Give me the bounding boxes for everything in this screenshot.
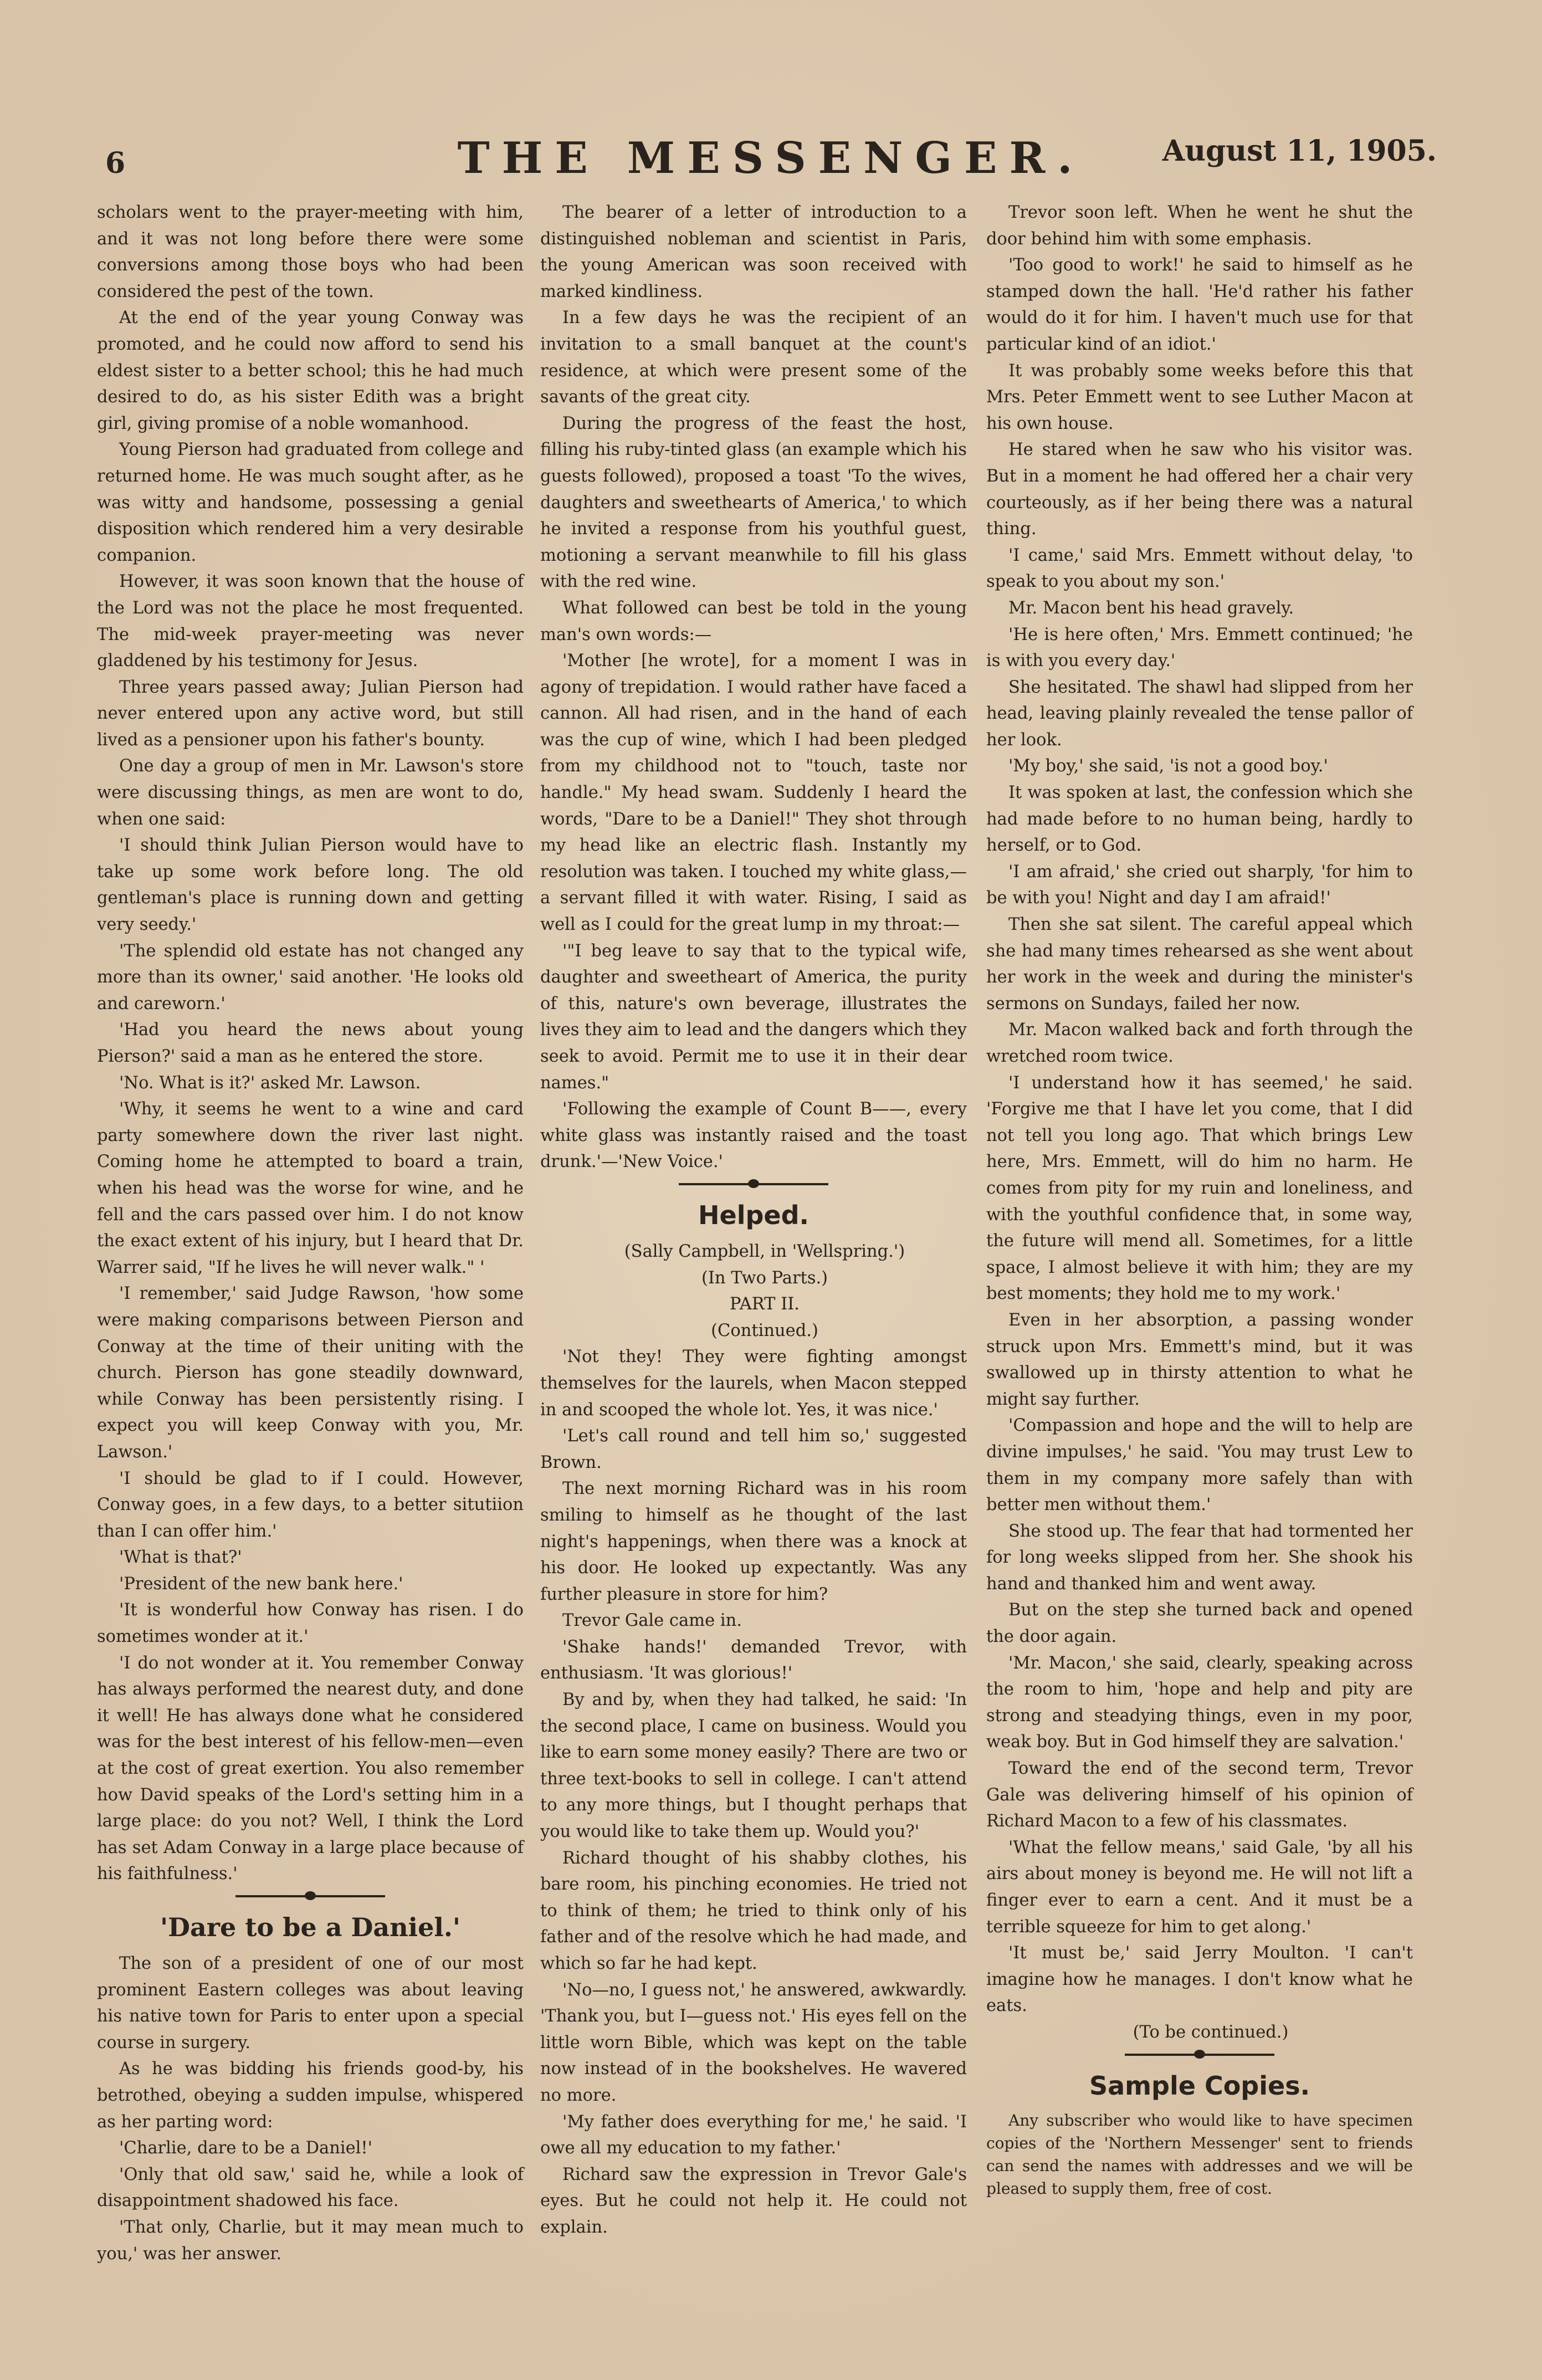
paragraph: 'Shake hands!' demanded Trevor, with enthusiasm. 'It was glorious!' xyxy=(540,1637,967,1683)
paragraph: It was spoken at last, the confession which she had made before to no human being, hardly to herself, or to God. xyxy=(986,783,1413,856)
paragraph: In a few days he was the recipient of an invitation to a small banquet at the count's residence, at which were present some of the savants of the great city. xyxy=(540,308,967,407)
paragraph: 'I remember,' said Judge Rawson, 'how some were making comparisons between Pierson and Conway at the time of their uniting with the church. Pierson has gone steadily downward, while Conway has been persistently rising. I expect you will keep Conway with you, Mr. Lawson.' xyxy=(97,1284,524,1462)
daniel-story-continued xyxy=(540,199,967,1175)
section-divider xyxy=(986,2046,1413,2062)
paragraph: 'The splendid old estate has not changed any more than its owner,' said another. 'He looks old and careworn.' xyxy=(97,941,524,1014)
paragraph: By and by, when they had talked, he said: 'In the second place, I came on business. Would you like to earn some money easily? There are two or three text-books to sell in college. I can't attend to any more things, but I thought perhaps that you would like to take them up. Would you?' xyxy=(540,1690,967,1842)
paragraph: The next morning Richard was in his room smiling to himself as he thought of the last night's happenings, when there was a knock at his door. He looked up expectantly. Was any further pleasure in store for him? xyxy=(540,1479,967,1604)
paragraph: 'Following the example of Count B——, every white glass was instantly raised and the toast drunk.'—'New Voice.' xyxy=(540,1099,967,1172)
paragraph: She stood up. The fear that had tormented her for long weeks slipped from her. She shook his hand and thanked him and went away. xyxy=(986,1521,1413,1594)
helped-story-continued xyxy=(986,199,1413,2019)
paragraph: 'President of the new bank here.' xyxy=(119,1574,403,1594)
paragraph: But on the step she turned back and opened the door again. xyxy=(986,1600,1413,1647)
paragraph: As he was bidding his friends good-by, his betrothed, obeying a sudden impulse, whispered as her parting word: xyxy=(97,2059,524,2132)
sample-copies-heading: Sample Copies. xyxy=(1089,2070,1310,2101)
paragraph: However, it was soon known that the house of the Lord was not the place he most frequented. The mid-week prayer-meeting was never gladdened by his testimony for Jesus. xyxy=(97,572,524,671)
issue-date: August 11, 1905. xyxy=(1162,134,1437,168)
paragraph: scholars went to the prayer-meeting with him, and it was not long before there were some conversions among those boys who had been considered the pest of the town. xyxy=(97,203,524,301)
paragraph: 'What is that?' xyxy=(119,1548,242,1568)
column-2 xyxy=(540,199,967,2241)
newspaper-title: THE MESSENGER. xyxy=(457,133,1085,183)
paragraph: 'What the fellow means,' said Gale, 'by all his airs about money is beyond me. He will not lift a finger ever to earn a cent. And it must be a terrible squeeze for him to get along.' xyxy=(986,1838,1413,1937)
helped-story xyxy=(540,1344,967,2240)
paragraph: The bearer of a letter of introduction to a distinguished nobleman and scientist in Paris, the young American was soon received with marked kindliness. xyxy=(540,203,967,301)
paragraph: Trevor Gale came in. xyxy=(562,1611,742,1631)
paragraph: 'It must be,' said Jerry Moulton. 'I can't imagine how he manages. I don't know what he eats. xyxy=(986,1943,1413,2016)
paragraph: During the progress of the feast the host, filling his ruby-tinted glass (an example which his guests followed), proposed a toast 'To the wives, daughters and sweethearts of America,' to which he invited a response from his youthful guest, motioning a servant meanwhile to fill his glass with the red wine. xyxy=(540,413,967,592)
paragraph: 'It is wonderful how Conway has risen. I do sometimes wonder at it.' xyxy=(97,1600,524,1647)
paragraph: 'My father does everything for me,' he said. 'I owe all my education to my father.' xyxy=(540,2112,967,2158)
paragraph: Richard thought of his shabby clothes, his bare room, his pinching economies. He tried not to think of them; he tried to think only of his father and of the resolve which he had made, and which so far he had kept. xyxy=(540,1848,967,1973)
paragraph: Toward the end of the second term, Trevor Gale was delivering himself of his opinion of Richard Macon to a few of his classmates. xyxy=(986,1759,1413,1831)
paragraph: 'I do not wonder at it. You remember Conway has always performed the nearest duty, and done it well! He has always done what he considered was for the best interest of his fellow-men—even at the cost of great exertion. You also remember how David speaks of the Lord's setting him in a large place: do you not? Well, I think the Lord has set Adam Conway in a large place because of his faithfulness.' xyxy=(97,1653,524,1884)
paragraph: 'Let's call round and tell him so,' suggested Brown. xyxy=(540,1426,967,1472)
helped-heading: Helped. xyxy=(698,1200,809,1230)
helped-part-label: PART II. xyxy=(729,1294,800,1314)
paragraph: 'That only, Charlie, but it may mean much to you,' was her answer. xyxy=(97,2217,524,2264)
paragraph: It was probably some weeks before this that Mrs. Peter Emmett went to see Luther Macon at his own house. xyxy=(986,361,1413,433)
column-3 xyxy=(986,199,1413,2200)
paragraph: 'I came,' said Mrs. Emmett without delay, 'to speak to you about my son.' xyxy=(986,545,1413,592)
daniel-story xyxy=(97,1951,524,2267)
paragraph: 'No. What is it?' asked Mr. Lawson. xyxy=(119,1073,421,1093)
sample-copies-notice: Any subscriber who would like to have specimen copies of the 'Northern Messenger' sent to friends can send the names with addresses and we will be pleased to supply them, free of cost. xyxy=(986,2111,1413,2198)
paragraph: 'Only that old saw,' said he, while a look of disappointment shadowed his face. xyxy=(97,2164,524,2211)
paragraph: '"I beg leave to say that to the typical wife, daughter and sweetheart of America, the purity of this, nature's own beverage, illustrates the lives they aim to lead and the dangers which they seek to avoid. Permit me to use it in their dear names." xyxy=(540,941,967,1093)
paragraph: Then she sat silent. The careful appeal which she had many times rehearsed as she went about her work in the week and during the minister's sermons on Sundays, failed her now. xyxy=(986,915,1413,1014)
paragraph: 'Not they! They were fighting amongst themselves for the laurels, when Macon stepped in and scooped the whole lot. Yes, it was nice.' xyxy=(540,1347,967,1420)
helped-continued-label: (Continued.) xyxy=(711,1320,818,1340)
paragraph: The son of a president of one of our most prominent Eastern colleges was about leaving his native town for Paris to enter upon a special course in surgery. xyxy=(97,1954,524,2053)
paragraph: 'I am afraid,' she cried out sharply, 'for him to be with you! Night and day I am afraid!' xyxy=(986,862,1413,908)
section-divider xyxy=(97,1887,524,1904)
paragraph: 'Had you heard the news about young Pierson?' said a man as he entered the store. xyxy=(97,1020,524,1066)
paragraph: Trevor soon left. When he went he shut the door behind him with some emphasis. xyxy=(986,203,1413,249)
paragraph: Mr. Macon walked back and forth through the wretched room twice. xyxy=(986,1020,1413,1066)
column-1-story xyxy=(97,199,524,1887)
paragraph: Mr. Macon bent his head gravely. xyxy=(1008,598,1294,618)
paragraph: 'I should think Julian Pierson would have to take up some work before long. The old gentleman's place is running down and getting very seedy.' xyxy=(97,836,524,935)
paragraph: What followed can best be told in the young man's own words:— xyxy=(540,598,967,644)
paragraph: One day a group of men in Mr. Lawson's store were discussing things, as men are wont to do, when one said: xyxy=(97,756,524,829)
page-number: 6 xyxy=(105,146,126,180)
daniel-heading: 'Dare to be a Daniel.' xyxy=(160,1912,460,1942)
paragraph: 'I understand how it has seemed,' he said. 'Forgive me that I have let you come, that I did not tell you long ago. That which brings Lew here, Mrs. Emmett, will do him no harm. He comes from pity for my ruin and loneliness, and with the youthful confidence that, in some way, the future will mend all. Sometimes, for a little space, I almost believe it with him; they are my best moments; they hold me to my work.' xyxy=(986,1073,1413,1304)
paragraph: She hesitated. The shawl had slipped from her head, leaving plainly revealed the tense pallor of her look. xyxy=(986,677,1413,750)
paragraph: 'No—no, I guess not,' he answered, awkwardly. 'Thank you, but I—guess not.' His eyes fell on the little worn Bible, which was kept on the table now instead of in the bookshelves. He wavered no more. xyxy=(540,1980,967,2105)
paragraph: 'Mr. Macon,' she said, clearly, speaking across the room to him, 'hope and help and pity are strong and steadying things, even in my poor, weak boy. But in God himself they are salvation.' xyxy=(986,1653,1413,1752)
paragraph: 'Compassion and hope and the will to help are divine impulses,' he said. 'You may trust Lew to them in my company more safely than with better men without them.' xyxy=(986,1416,1413,1515)
paragraph: Richard saw the expression in Trevor Gale's eyes. But he could not help it. He could not explain. xyxy=(540,2164,967,2237)
paragraph: 'Why, it seems he went to a wine and card party somewhere down the river last night. Coming home he attempted to board a train, when his head was the worse for wine, and he fell and the cars passed over him. I do not know the exact extent of his injury, but I heard that Dr. Warrer said, "If he lives he will never walk." ' xyxy=(97,1099,524,1277)
paragraph: 'Charlie, dare to be a Daniel!' xyxy=(119,2138,373,2158)
paragraph: 'Mother [he wrote], for a moment I was in agony of trepidation. I would rather have faced a cannon. All had risen, and in the hand of each was the cup of wine, which I had been pledged from my childhood not to "touch, taste nor handle." My head swam. Suddenly I heard the words, "Dare to be a Daniel!" They shot through my head like an electric flash. Instantly my resolution was taken. I touched my white glass,— a servant filled it with water. Rising, I said as well as I could for the great lump in my throat:— xyxy=(540,651,967,935)
paragraph: 'I should be glad to if I could. However, Conway goes, in a few days, to a better situtiion than I can offer him.' xyxy=(97,1468,524,1541)
paragraph: Young Pierson had graduated from college and returned home. He was much sought after, as he was witty and handsome, possessing a genial disposition which rendered him a very desirable companion. xyxy=(97,440,524,565)
to-be-continued: (To be continued.) xyxy=(1133,2022,1289,2042)
paragraph: At the end of the year young Conway was promoted, and he could now afford to send his eldest sister to a better school; this he had much desired to do, as his sister Edith was a bright girl, giving promise of a noble womanhood. xyxy=(97,308,524,433)
helped-parts: (In Two Parts.) xyxy=(701,1268,828,1288)
paragraph: Three years passed away; Julian Pierson had never entered upon any active word, but still lived as a pensioner upon his father's bounty. xyxy=(97,677,524,750)
masthead xyxy=(0,133,1542,194)
paragraph: He stared when he saw who his visitor was. But in a moment he had offered her a chair very courteously, as if her being there was a natural thing. xyxy=(986,440,1413,539)
paragraph: 'He is here often,' Mrs. Emmett continued; 'he is with you every day.' xyxy=(986,625,1413,671)
paragraph: 'My boy,' she said, 'is not a good boy.' xyxy=(1008,756,1328,776)
paragraph: 'Too good to work!' he said to himself as he stamped down the hall. 'He'd rather his father would do it for him. I haven't much use for that particular kind of an idiot.' xyxy=(986,255,1413,354)
helped-source: (Sally Campbell, in 'Wellspring.') xyxy=(624,1241,905,1261)
paragraph: Even in her absorption, a passing wonder struck upon Mrs. Emmett's mind, but it was swallowed up in thirsty attention to what he might say further. xyxy=(986,1310,1413,1409)
column-1 xyxy=(97,199,524,2267)
section-divider xyxy=(540,1175,967,1192)
